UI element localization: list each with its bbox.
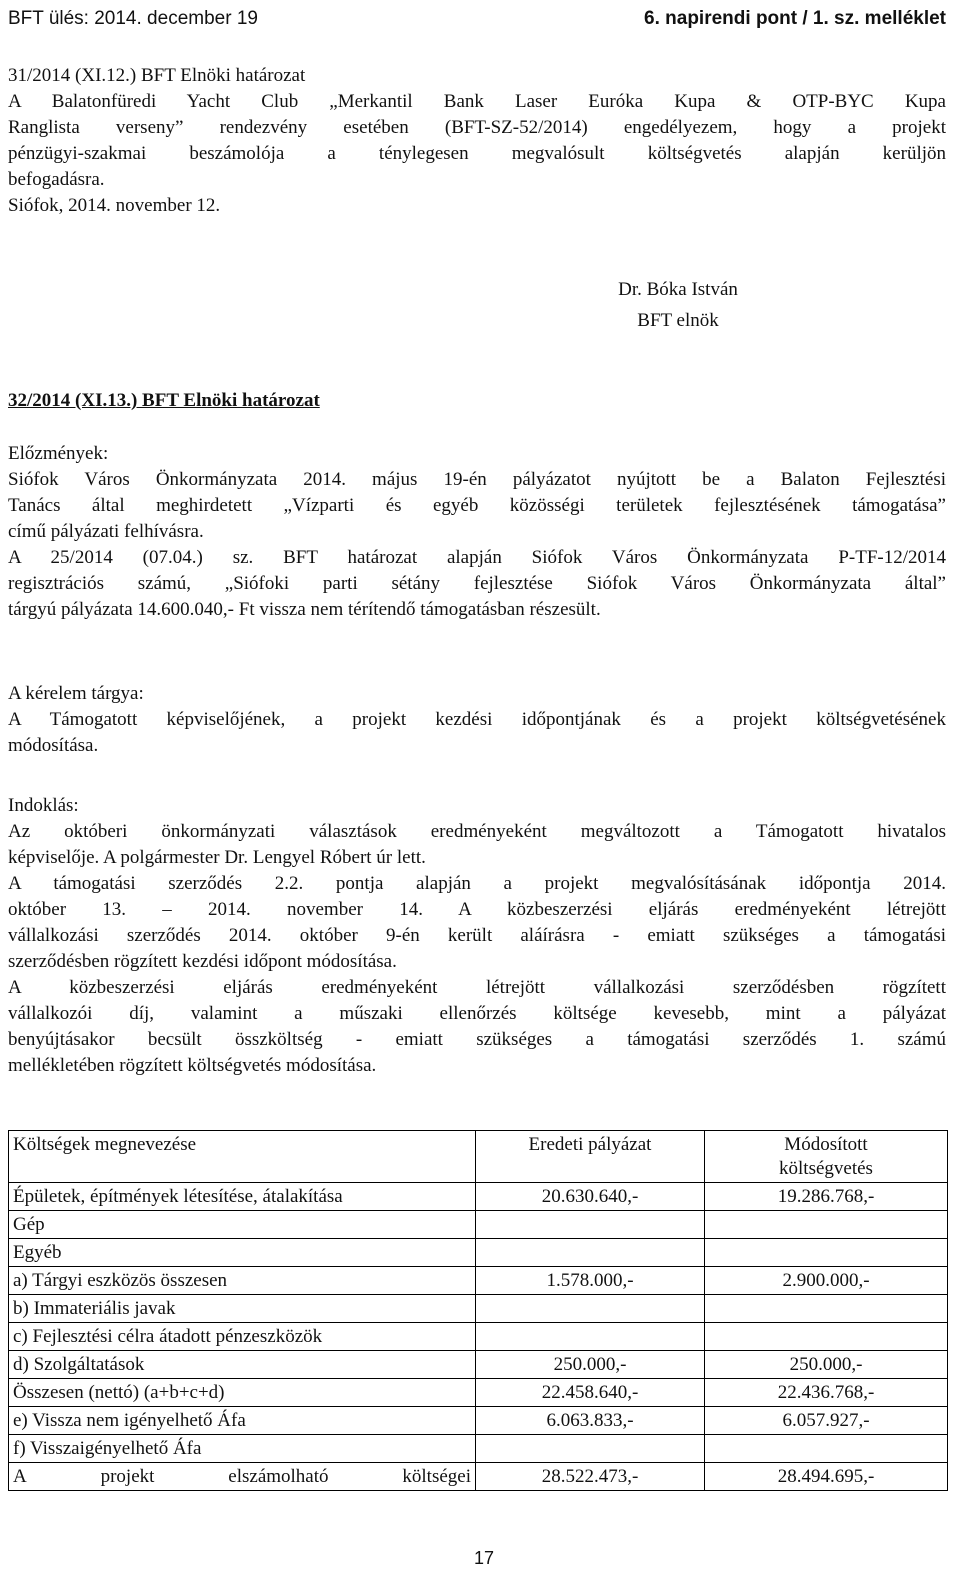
original-amount-cell: 250.000,- — [476, 1351, 705, 1379]
total-label-word: A — [13, 1466, 27, 1487]
body-line: Tanács által meghirdetett „Vízparti és egyéb közösségi területek fejlesztésének támogatása” — [8, 495, 946, 516]
cost-item-cell: Épületek, építmények létesítése, átalakítása — [9, 1183, 476, 1211]
request-label: A kérelem tárgya: — [8, 683, 144, 704]
modified-amount-cell: 22.436.768,- — [705, 1379, 948, 1407]
table-header-row — [9, 1131, 948, 1183]
cost-item-cell: c) Fejlesztési célra átadott pénzeszközök — [9, 1323, 476, 1351]
body-line: Siófok Város Önkormányzata 2014. május 19-én pályázatot nyújtott be a Balaton Fejlesztési — [8, 469, 946, 490]
modified-amount-cell: 6.057.927,- — [705, 1407, 948, 1435]
table-row — [9, 1379, 948, 1407]
body-line: benyújtásakor becsült összköltség - emiatt szükséges a támogatási szerződés 1. számú — [8, 1029, 946, 1050]
body-line: tárgyú pályázata 14.600.040,- Ft vissza nem térítendő támogatásban részesült. — [8, 599, 601, 620]
body-line: képviselője. A polgármester Dr. Lengyel Róbert úr lett. — [8, 847, 426, 868]
decision-32-heading: 32/2014 (XI.13.) BFT Elnöki határozat — [8, 390, 320, 411]
place-date: Siófok, 2014. november 12. — [8, 195, 221, 216]
table-row — [9, 1351, 948, 1379]
modified-amount-cell — [705, 1211, 948, 1239]
body-line: vállalkozási szerződés 2014. október 9-én került aláírásra - emiatt szükséges a támogatási — [8, 925, 946, 946]
modified-amount-cell: 28.494.695,- — [705, 1463, 948, 1491]
original-amount-cell: 22.458.640,- — [476, 1379, 705, 1407]
cost-item-cell: Gép — [9, 1211, 476, 1239]
column-header: Költségek megnevezése — [9, 1131, 476, 1183]
antecedents-label: Előzmények: — [8, 443, 109, 464]
body-line: regisztrációs számú, „Siófoki parti sétány fejlesztése Siófok Város Önkormányzata által” — [8, 573, 946, 594]
body-line: Az októberi önkormányzati választások eredményeként megváltozott a Támogatott hivatalos — [8, 821, 946, 842]
original-amount-cell — [476, 1239, 705, 1267]
body-line: október 13. – 2014. november 14. A közbeszerzési eljárás eredményeként létrejött — [8, 899, 946, 920]
meeting-date: BFT ülés: 2014. december 19 — [8, 8, 258, 29]
signer-name: Dr. Bóka István — [618, 279, 738, 300]
cost-item-cell: a) Tárgyi eszközös összesen — [9, 1267, 476, 1295]
table-row — [9, 1295, 948, 1323]
total-label-word: költségei — [402, 1466, 471, 1487]
column-header: Eredeti pályázat — [476, 1131, 705, 1183]
budget-table — [8, 1130, 948, 1491]
modified-amount-cell — [705, 1295, 948, 1323]
body-line: A Támogatott képviselőjének, a projekt kezdési időpontjának és a projekt költségvetésének — [8, 709, 946, 730]
body-line: mellékletében rögzített költségvetés módosítása. — [8, 1055, 377, 1076]
column-header: Módosított költségvetés — [705, 1131, 948, 1183]
cost-item-cell: Egyéb — [9, 1239, 476, 1267]
modified-amount-cell — [705, 1239, 948, 1267]
original-amount-cell — [476, 1435, 705, 1463]
modified-amount-cell — [705, 1435, 948, 1463]
cost-item-cell: f) Visszaigényelhető Áfa — [9, 1435, 476, 1463]
decision-31-block — [8, 63, 946, 219]
table-row — [9, 1183, 948, 1211]
decision-31-body — [8, 89, 946, 193]
total-label-word: elszámolható — [228, 1466, 329, 1487]
table-total-row — [9, 1463, 948, 1491]
table-row — [9, 1211, 948, 1239]
body-line: című pályázati felhívásra. — [8, 521, 204, 542]
original-amount-cell: 28.522.473,- — [476, 1463, 705, 1491]
reason-section — [8, 793, 946, 1079]
original-amount-cell: 6.063.833,- — [476, 1407, 705, 1435]
decision-32-block — [8, 388, 946, 414]
modified-amount-cell: 250.000,- — [705, 1351, 948, 1379]
table-row — [9, 1323, 948, 1351]
table-row — [9, 1407, 948, 1435]
original-amount-cell — [476, 1295, 705, 1323]
body-line: Ranglista verseny” rendezvény esetében (BFT-SZ-52/2014) engedélyezem, hogy a projekt — [8, 117, 946, 138]
agenda-reference: 6. napirendi pont / 1. sz. melléklet — [644, 8, 946, 29]
signature-block — [593, 274, 763, 336]
cost-item-cell: d) Szolgáltatások — [9, 1351, 476, 1379]
table-row — [9, 1239, 948, 1267]
body-line: pénzügyi-szakmai beszámolója a ténylegesen megvalósult költségvetés alapján kerüljön — [8, 143, 946, 164]
body-line: befogadásra. — [8, 169, 105, 190]
modified-amount-cell: 19.286.768,- — [705, 1183, 948, 1211]
body-line: A közbeszerzési eljárás eredményeként létrejött vállalkozási szerződésben rögzített — [8, 977, 946, 998]
antecedents-section — [8, 441, 946, 623]
table-row — [9, 1435, 948, 1463]
modified-amount-cell — [705, 1323, 948, 1351]
total-label-word: projekt — [100, 1466, 155, 1487]
cost-item-cell: Összesen (nettó) (a+b+c+d) — [9, 1379, 476, 1407]
modified-amount-cell: 2.900.000,- — [705, 1267, 948, 1295]
original-amount-cell: 20.630.640,- — [476, 1183, 705, 1211]
body-line: A Balatonfüredi Yacht Club „Merkantil Bank Laser Euróka Kupa & OTP-BYC Kupa — [8, 91, 946, 112]
table-row — [9, 1267, 948, 1295]
body-line: vállalkozói díj, valamint a műszaki ellenőrzés költsége kevesebb, mint a pályázat — [8, 1003, 946, 1024]
body-line: szerződésben rögzített kezdési időpont módosítása. — [8, 951, 397, 972]
original-amount-cell — [476, 1211, 705, 1239]
reason-label: Indoklás: — [8, 795, 79, 816]
page-number: 17 — [473, 1548, 495, 1568]
body-line: A támogatási szerződés 2.2. pontja alapján a projekt megvalósításának időpontja 2014. — [8, 873, 946, 894]
decision-31-title: 31/2014 (XI.12.) BFT Elnöki határozat — [8, 65, 306, 86]
request-section — [8, 681, 946, 759]
body-line: módosítása. — [8, 735, 99, 756]
body-line: A 25/2014 (07.04.) sz. BFT határozat alapján Siófok Város Önkormányzata P-TF-12/2014 — [8, 547, 946, 568]
original-amount-cell — [476, 1323, 705, 1351]
cost-item-cell: e) Vissza nem igényelhető Áfa — [9, 1407, 476, 1435]
original-amount-cell: 1.578.000,- — [476, 1267, 705, 1295]
cost-item-cell: b) Immateriális javak — [9, 1295, 476, 1323]
signer-title: BFT elnök — [637, 310, 719, 331]
cost-item-cell — [9, 1463, 476, 1491]
